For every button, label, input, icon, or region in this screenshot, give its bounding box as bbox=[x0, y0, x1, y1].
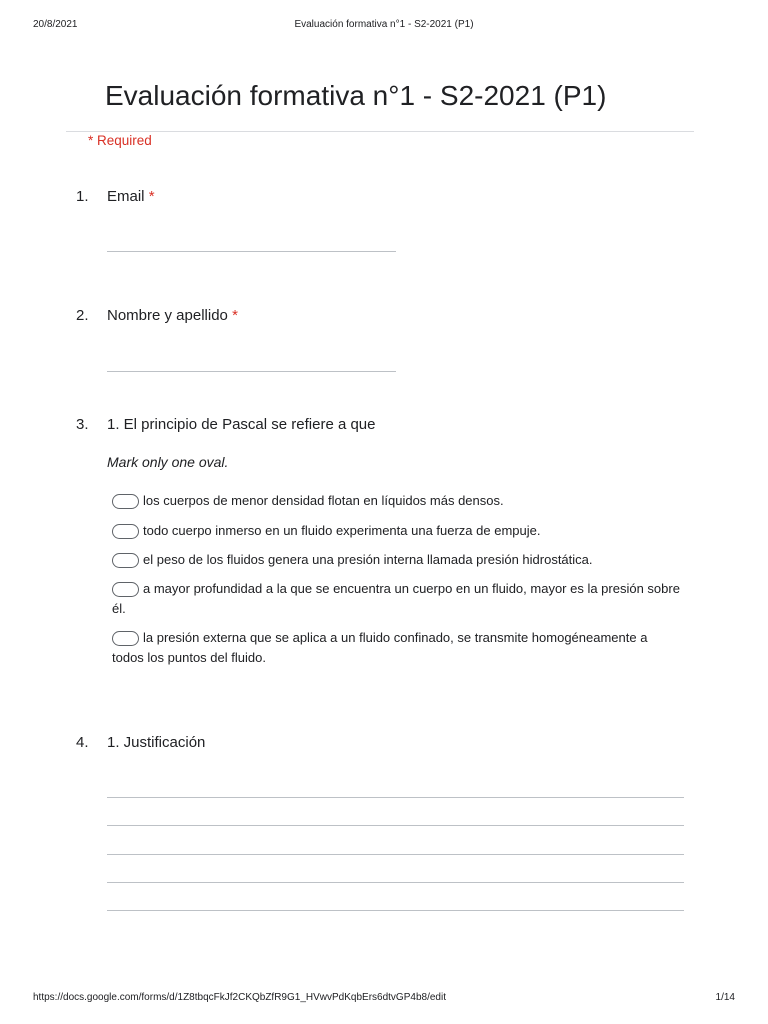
print-footer-url: https://docs.google.com/forms/d/1Z8tbqcFkJf2CKQbZfR9G1_HVwvPdKqbErs6dtvGP4b8/edit bbox=[33, 992, 446, 1003]
option-item[interactable] bbox=[112, 491, 682, 511]
required-note: * Required bbox=[88, 133, 152, 148]
question-1-number: 1. bbox=[76, 188, 89, 205]
question-3-instruction: Mark only one oval. bbox=[107, 454, 229, 470]
option-item[interactable] bbox=[112, 550, 682, 570]
option-label: la presión externa que se aplica a un fluido confinado, se transmite homogéneamente a todos los puntos del fluido. bbox=[112, 630, 648, 665]
name-field[interactable] bbox=[107, 371, 396, 372]
question-4-text: 1. Justificación bbox=[107, 734, 206, 751]
option-label: los cuerpos de menor densidad flotan en líquidos más densos. bbox=[143, 493, 504, 508]
justification-line[interactable] bbox=[107, 854, 684, 855]
justification-line[interactable] bbox=[107, 797, 684, 798]
print-date: 20/8/2021 bbox=[33, 19, 78, 30]
option-label: el peso de los fluidos genera una presión interna llamada presión hidrostática. bbox=[143, 552, 593, 567]
radio-oval[interactable] bbox=[112, 582, 139, 597]
radio-oval[interactable] bbox=[112, 631, 139, 646]
required-asterisk: * bbox=[232, 307, 238, 324]
print-header-title: Evaluación formativa n°1 - S2-2021 (P1) bbox=[294, 19, 474, 30]
option-label: a mayor profundidad a la que se encuentra un cuerpo en un fluido, mayor es la presión sobre él. bbox=[112, 581, 680, 616]
justification-line[interactable] bbox=[107, 825, 684, 826]
question-2-text: Nombre y apellido bbox=[107, 307, 228, 324]
justification-line[interactable] bbox=[107, 882, 684, 883]
required-asterisk: * bbox=[148, 188, 155, 205]
question-4-number: 4. bbox=[76, 734, 89, 751]
option-item[interactable] bbox=[112, 628, 682, 667]
radio-oval[interactable] bbox=[112, 524, 139, 539]
email-field[interactable] bbox=[107, 251, 396, 252]
question-1-text: Email bbox=[107, 188, 145, 205]
justification-line[interactable] bbox=[107, 910, 684, 911]
option-item[interactable] bbox=[112, 521, 682, 541]
radio-oval[interactable] bbox=[112, 494, 139, 509]
radio-oval[interactable] bbox=[112, 553, 139, 568]
question-2-label bbox=[107, 307, 238, 324]
option-label: todo cuerpo inmerso en un fluido experimenta una fuerza de empuje. bbox=[143, 523, 541, 538]
question-2-number: 2. bbox=[76, 307, 89, 324]
question-3-text: 1. El principio de Pascal se refiere a que bbox=[107, 416, 376, 433]
question-3-number: 3. bbox=[76, 416, 89, 433]
page-number: 1/14 bbox=[715, 992, 735, 1003]
option-item[interactable] bbox=[112, 579, 682, 618]
question-1-label bbox=[107, 188, 155, 205]
form-title: Evaluación formativa n°1 - S2-2021 (P1) bbox=[105, 80, 607, 111]
title-divider bbox=[66, 131, 694, 132]
